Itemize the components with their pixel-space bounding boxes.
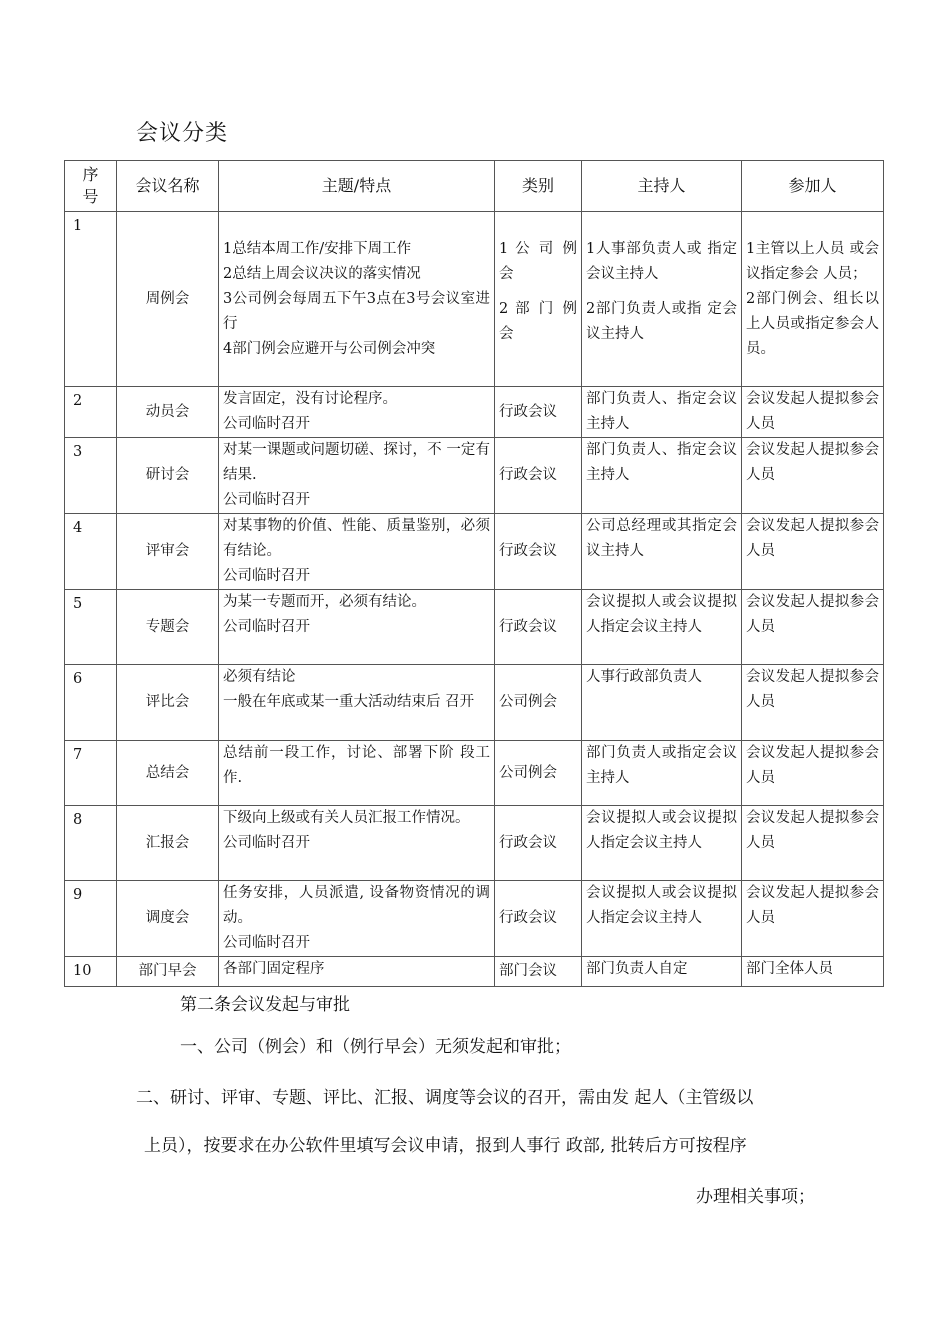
meeting-category	[495, 387, 582, 438]
meeting-name: 专题会	[117, 590, 219, 665]
meeting-category-line: 行政会议	[499, 834, 557, 851]
meeting-host	[582, 806, 742, 881]
meeting-theme-line: 公司临时召开	[223, 935, 310, 951]
table-row	[65, 957, 884, 987]
meeting-theme-line: 公司临时召开	[223, 835, 310, 851]
row-number: 4	[65, 514, 117, 590]
paragraph-2-line-1: 二、研讨、评审、专题、评比、汇报、调度等会议的召开，需由发 起人（主管级以	[136, 1088, 754, 1108]
meeting-category	[495, 741, 582, 806]
meeting-attendee-line: 会议发起人提拟参会人员	[746, 885, 879, 926]
meeting-host	[582, 438, 742, 514]
article-title: 第二条会议发起与审批	[180, 995, 350, 1015]
table-row	[65, 212, 884, 387]
meeting-attendee	[742, 514, 884, 590]
meeting-category	[495, 957, 582, 987]
meeting-category-line: 公司例会	[499, 694, 557, 710]
meeting-category-line: 1 公 司 例 会	[499, 241, 577, 282]
meeting-theme-line: 总结前一段工作，讨论、部署下阶 段工作.	[223, 745, 490, 786]
meeting-theme	[219, 212, 495, 387]
header-theme: 主题/特点	[219, 161, 495, 212]
meeting-category	[495, 438, 582, 514]
meeting-name: 研讨会	[117, 438, 219, 514]
header-name: 会议名称	[117, 161, 219, 212]
meeting-name: 周例会	[117, 212, 219, 387]
row-number: 6	[65, 665, 117, 741]
meeting-theme-line: 3公司例会每周五下午3点在3号会议室进行	[223, 291, 490, 332]
table-header-row	[65, 161, 884, 212]
meeting-name: 调度会	[117, 881, 219, 957]
meeting-theme	[219, 665, 495, 741]
row-number: 3	[65, 438, 117, 514]
table-row	[65, 590, 884, 665]
meeting-attendee	[742, 665, 884, 741]
meeting-attendee	[742, 387, 884, 438]
meeting-category	[495, 881, 582, 957]
meeting-theme-line: 对某事物的价值、性能、质量鉴别，必须有结论。	[223, 518, 490, 559]
meeting-theme-line: 公司临时召开	[223, 568, 310, 584]
meeting-host-line: 人事行政部负责人	[586, 669, 702, 685]
meeting-host-line: 部门负责人自定	[586, 961, 688, 977]
paragraph-2-line-2: 上员），按要求在办公软件里填写会议申请，报到人事行 政部, 批转后方可按程序	[144, 1136, 747, 1156]
meeting-theme-line: 对某一课题或问题切磋、探讨，不 一定有结果.	[223, 442, 490, 483]
table-row	[65, 665, 884, 741]
table-row	[65, 387, 884, 438]
meeting-host-line: 部门负责人、指定会议主持人	[586, 391, 737, 432]
meeting-theme-line: 必须有结论	[223, 669, 296, 685]
meeting-category-line: 行政会议	[499, 618, 557, 635]
meeting-host-line: 公司总经理或其指定会议主持人	[586, 518, 737, 559]
meeting-category	[495, 514, 582, 590]
meeting-name: 动员会	[117, 387, 219, 438]
meeting-host-line: 会议提拟人或会议提拟人指定会议主持人	[586, 594, 737, 635]
meeting-host-line: 会议提拟人或会议提拟人指定会议主持人	[586, 810, 737, 851]
meeting-theme-line: 任务安排，人员派遣, 设备物资情况的调动。	[223, 885, 490, 926]
meeting-theme	[219, 741, 495, 806]
meeting-theme	[219, 881, 495, 957]
meeting-attendee-line: 会议发起人提拟参会人员	[746, 518, 879, 559]
meeting-host-line: 会议提拟人或会议提拟人指定会议主持人	[586, 885, 737, 926]
table-row	[65, 514, 884, 590]
meeting-theme	[219, 957, 495, 987]
meeting-host-line: 部门负责人或指定会议主持人	[586, 745, 737, 786]
meeting-host	[582, 514, 742, 590]
meeting-theme	[219, 514, 495, 590]
meeting-category	[495, 590, 582, 665]
meeting-theme	[219, 590, 495, 665]
meeting-attendee	[742, 881, 884, 957]
meeting-category	[495, 212, 582, 387]
meeting-attendee-line: 会议发起人提拟参会人员	[746, 594, 879, 635]
meeting-name: 评审会	[117, 514, 219, 590]
header-attendee: 参加人	[742, 161, 884, 212]
row-number: 8	[65, 806, 117, 881]
paragraph-1: 一、公司（例会）和（例行早会）无须发起和审批；	[180, 1037, 571, 1057]
meeting-attendee-line: 会议发起人提拟参会人员	[746, 442, 879, 483]
meeting-category-line: 行政会议	[499, 543, 557, 559]
meeting-attendee	[742, 590, 884, 665]
meeting-attendee	[742, 212, 884, 387]
page-title: 会议分类	[136, 121, 229, 146]
table-row	[65, 741, 884, 806]
meeting-host	[582, 741, 742, 806]
meeting-theme-line: 各部门固定程序	[223, 961, 325, 977]
header-no: 序号	[65, 161, 117, 212]
meeting-theme-line: 发言固定，没有讨论程序。	[223, 391, 397, 407]
header-category: 类别	[495, 161, 582, 212]
meeting-theme	[219, 806, 495, 881]
meeting-host-line: 2部门负责人或指 定会议主持人	[586, 301, 737, 342]
meeting-attendee-line: 2部门例会、组长以上人员或指定参会人员。	[746, 291, 879, 357]
row-number: 2	[65, 387, 117, 438]
meeting-attendee	[742, 741, 884, 806]
meeting-theme-line: 4部门例会应避开与公司例会冲突	[223, 341, 436, 357]
meeting-attendee	[742, 957, 884, 987]
meeting-theme-line: 1总结本周工作/安排下周工作	[223, 241, 412, 257]
meeting-name: 汇报会	[117, 806, 219, 881]
meeting-attendee	[742, 806, 884, 881]
table-row	[65, 806, 884, 881]
row-number: 5	[65, 590, 117, 665]
meeting-host	[582, 212, 742, 387]
meeting-host-line: 部门负责人、指定会议主持人	[586, 442, 737, 483]
header-host: 主持人	[582, 161, 742, 212]
meeting-attendee-line: 会议发起人提拟参会人员	[746, 810, 879, 851]
meeting-host	[582, 881, 742, 957]
table-row	[65, 881, 884, 957]
meeting-classification-table	[64, 160, 884, 987]
meeting-category	[495, 806, 582, 881]
meeting-host-line: 1人事部负责人或 指定会议主持人	[586, 241, 737, 282]
row-number: 7	[65, 741, 117, 806]
meeting-category-line: 公司例会	[499, 764, 557, 781]
meeting-category-line: 2 部 门 例 会	[499, 301, 577, 342]
meeting-category	[495, 665, 582, 741]
meeting-attendee-line: 会议发起人提拟参会人员	[746, 669, 879, 710]
meeting-theme-line: 公司临时召开	[223, 619, 310, 635]
meeting-attendee	[742, 438, 884, 514]
meeting-host	[582, 590, 742, 665]
meeting-category-line: 行政会议	[499, 910, 557, 926]
meeting-category-line: 部门会议	[499, 963, 557, 979]
meeting-name: 部门早会	[117, 957, 219, 987]
table-row	[65, 438, 884, 514]
meeting-host	[582, 665, 742, 741]
meeting-category-line: 行政会议	[499, 403, 557, 420]
meeting-theme-line: 2总结上周会议决议的落实情况	[223, 266, 421, 282]
row-number: 10	[65, 957, 117, 987]
meeting-theme-line: 公司临时召开	[223, 416, 310, 432]
row-number: 9	[65, 881, 117, 957]
row-number: 1	[65, 212, 117, 387]
paragraph-2-line-3: 办理相关事项；	[696, 1187, 815, 1207]
meeting-name: 总结会	[117, 741, 219, 806]
meeting-attendee-line: 部门全体人员	[746, 961, 833, 977]
meeting-attendee-line: 1主管以上人员 或会议指定参会 人员；	[746, 241, 879, 282]
meeting-category-line: 行政会议	[499, 467, 557, 483]
meeting-name: 评比会	[117, 665, 219, 741]
meeting-theme	[219, 438, 495, 514]
meeting-attendee-line: 会议发起人提拟参会人员	[746, 745, 879, 786]
meeting-theme-line: 下级向上级或有关人员汇报工作情况。	[223, 810, 470, 826]
meeting-host	[582, 957, 742, 987]
meeting-theme-line: 为某一专题而开，必须有结论。	[223, 594, 426, 610]
meeting-theme-line: 公司临时召开	[223, 492, 310, 508]
meeting-theme-line: 一般在年底或某一重大活动结束后 召开	[223, 694, 475, 710]
meeting-theme	[219, 387, 495, 438]
meeting-host	[582, 387, 742, 438]
meeting-attendee-line: 会议发起人提拟参会人员	[746, 391, 879, 432]
